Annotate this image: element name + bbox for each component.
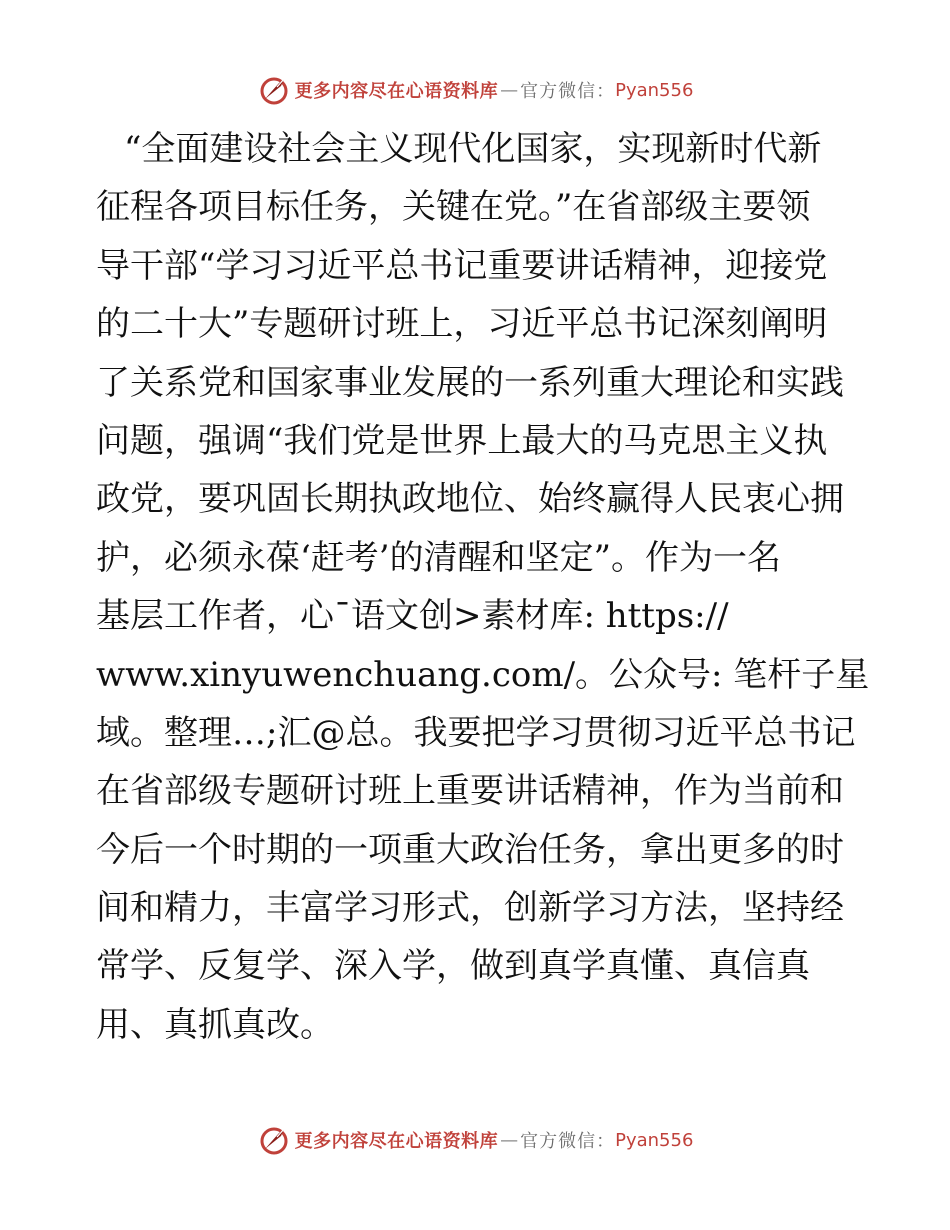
footer-wechat-id: Pyan556 <box>615 1129 694 1151</box>
header-promo-text: 更多内容尽在心语资料库 <box>294 81 499 102</box>
text-line: 在省部级专题研讨班上重要讲话精神，作为当前和 <box>96 771 844 812</box>
text-line: 域。整理…;汇@总。我要把学习贯彻习近平总书记 <box>96 712 856 753</box>
header-wechat-label: 官方微信： <box>520 81 616 102</box>
text-line: 了关系党和国家事业发展的一系列重大理论和实践 <box>96 362 844 403</box>
text-line: 导干部“学习习近平总书记重要讲话精神，迎接党 <box>96 245 828 286</box>
text-line: 的二十大”专题研讨班上，习近平总书记深刻阐明 <box>96 304 828 345</box>
footer-separator: — <box>500 1129 519 1151</box>
quill-circle-icon <box>257 1123 291 1157</box>
text-line: www.xinyuwenchuang.com/。公众号: 笔杆子星 <box>96 654 870 695</box>
header-wechat-id: Pyan556 <box>615 79 694 101</box>
text-line: 征程各项目标任务，关键在党。”在省部级主要领 <box>96 187 811 228</box>
header-banner <box>0 70 950 110</box>
text-line: 政党，要巩固长期执政地位、始终赢得人民衷心拥 <box>96 479 844 520</box>
quill-circle-icon <box>257 73 291 107</box>
text-line: 基层工作者，心¯语文创>素材库: https:// <box>96 596 729 637</box>
text-line: 间和精力，丰富学习形式，创新学习方法，坚持经 <box>96 888 844 929</box>
footer-wechat-label: 官方微信： <box>520 1131 616 1152</box>
footer-promo-text: 更多内容尽在心语资料库 <box>294 1131 499 1152</box>
text-line: 问题，强调“我们党是世界上最大的马克思主义执 <box>96 420 828 461</box>
header-separator: — <box>500 79 519 101</box>
text-line: 今后一个时期的一项重大政治任务，拿出更多的时 <box>96 829 844 870</box>
text-line: 用、真抓真改。 <box>96 1004 334 1045</box>
text-line: 护，必须永葆‘赶考’的清醒和坚定”。作为一名 <box>96 537 781 578</box>
footer-banner <box>0 1120 950 1160</box>
text-line: 常学、反复学、深入学，做到真学真懂、真信真 <box>96 946 810 987</box>
text-line: “全面建设社会主义现代化国家，实现新时代新 <box>124 129 822 169</box>
document-body <box>96 120 870 1054</box>
